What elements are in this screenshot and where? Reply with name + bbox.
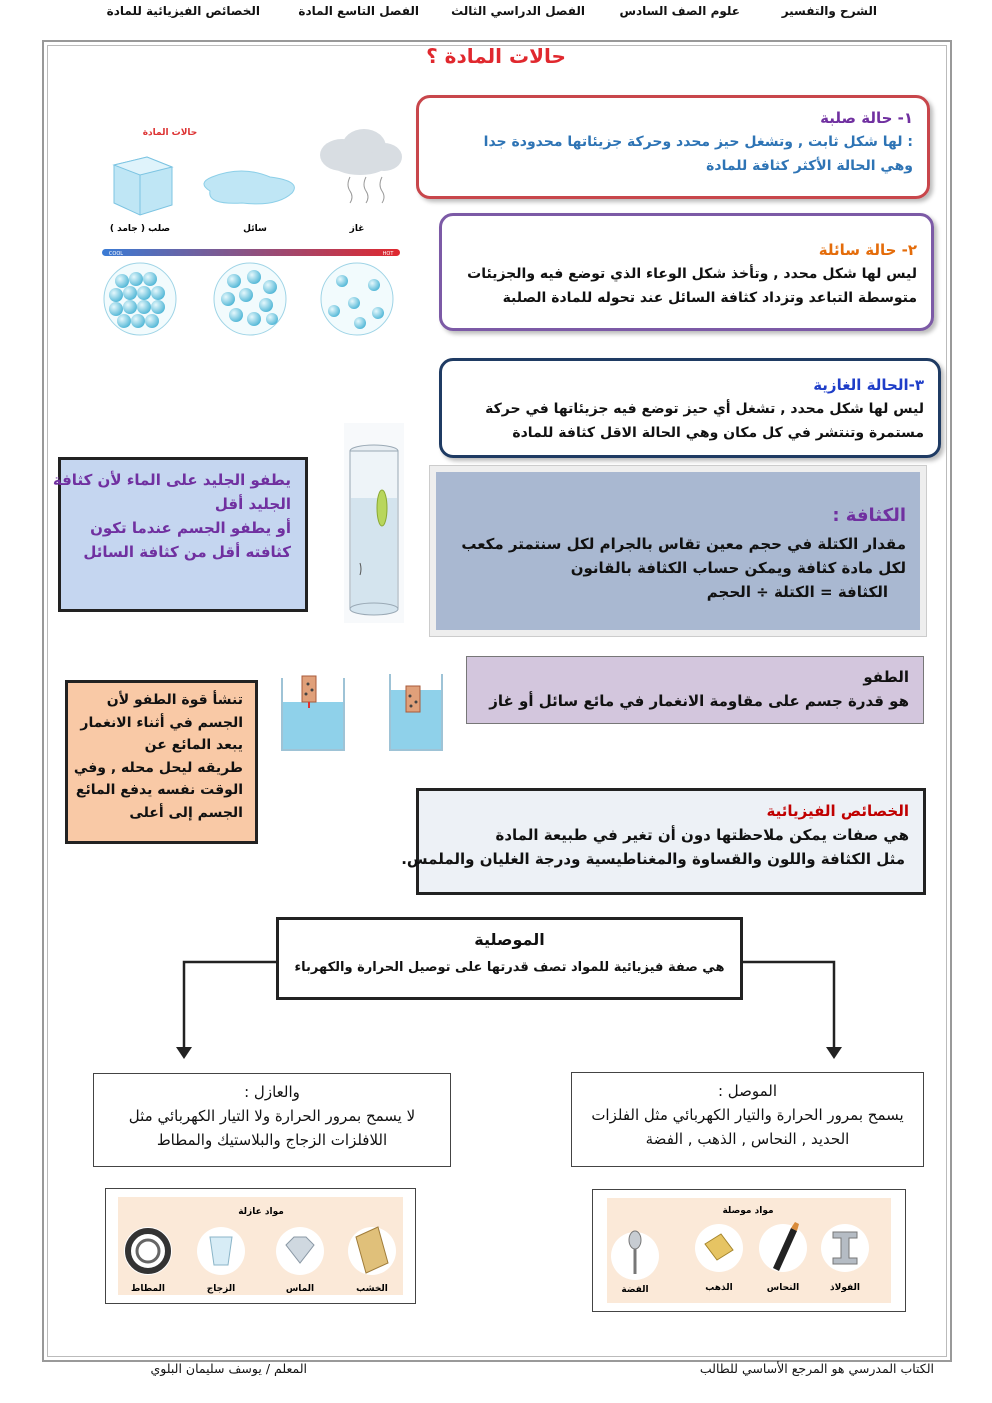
ice-floats-box — [52, 457, 308, 612]
graduated-cylinder-image — [344, 423, 404, 623]
ice-line-4: كثافته أقل من كثافة السائل — [83, 543, 291, 561]
gas-line-1: ليس لها شكل محدد , تشغل أي حيز توضع فيه جزيئاتها في حركة — [485, 401, 924, 417]
liquid-line-2: متوسطة التباعد وتزداد كثافة السائل عند تحوله للمادة الصلبة — [502, 290, 917, 306]
density-formula: الكثافة = الكتلة ÷ الحجم — [706, 583, 888, 601]
buoyant-line-2: الجسم في أثناء الانغمار — [80, 714, 243, 731]
wood-icon — [348, 1227, 396, 1275]
buoyancy-box — [466, 656, 924, 724]
conductive-item-3: الذهب — [705, 1283, 733, 1293]
buoyancy-heading: الطفو — [863, 668, 909, 686]
gas-particles-icon — [321, 263, 393, 335]
insulating-item-4: المطاط — [131, 1284, 165, 1294]
label-liquid: سائل — [243, 224, 267, 234]
conductor-line-2: الحديد , النحاس , الذهب , الفضة — [645, 1130, 850, 1148]
liquid-particles-icon — [214, 263, 286, 335]
rubber-icon — [124, 1227, 172, 1275]
physical-heading: الخصائص الفيزيائية — [766, 802, 909, 820]
header-subject: الشرح والتفسير — [781, 4, 877, 18]
density-box — [430, 466, 926, 636]
ice-line-1: يطفو الجليد على الماء لأن كثافة — [52, 471, 291, 489]
buoyant-line-1: تنشأ قوة الطفو لأن — [106, 692, 243, 708]
insulator-line-1: لا يسمح بمرور الحرارة ولا التيار الكهربائي مثل — [128, 1107, 416, 1125]
states-of-matter-image — [92, 115, 412, 350]
conductive-materials-image — [592, 1189, 906, 1312]
label-gas: غاز — [349, 224, 365, 234]
insulating-title: مواد عازلة — [238, 1207, 284, 1217]
insulator-heading: والعازل : — [244, 1083, 300, 1101]
states-image-title: حالات المادة — [142, 128, 198, 138]
gold-icon — [695, 1224, 743, 1272]
insulating-materials-image — [105, 1188, 416, 1304]
solid-particles-icon — [104, 263, 176, 335]
conductive-item-2: النحاس — [766, 1283, 800, 1293]
copper-icon — [759, 1222, 807, 1272]
steel-icon — [821, 1224, 869, 1272]
ice-cube-icon — [114, 157, 172, 215]
footer-teacher: المعلم / يوسف سليمان البلوي — [150, 1361, 307, 1376]
solid-heading: ١- حالة صلبة — [820, 109, 913, 127]
ice-line-2: الجليد أقل — [214, 495, 291, 513]
beaker-left-icon — [282, 676, 344, 750]
buoyant-line-6: الجسم إلى أعلى — [129, 804, 243, 821]
solid-line-1: : لها شكل ثابت , وتشغل حيز محدد وحركة جزيئاتها محدودة جدا — [483, 134, 913, 150]
buoyant-force-box — [65, 680, 258, 844]
physical-properties-box — [401, 788, 926, 895]
bar-hot-label: HOT — [382, 251, 394, 257]
glass-icon — [197, 1227, 245, 1275]
solid-line-2: وهي الحالة الأكثر كثافة للمادة — [706, 158, 913, 174]
temperature-bar — [102, 249, 400, 256]
conductive-title: مواد موصلة — [722, 1206, 774, 1216]
buoyant-line-4: طريقه ليحل محله , وفي — [73, 759, 243, 776]
buoyancy-text: هو قدرة جسم على مقاومة الانغمار في مائع سائل أو غاز — [489, 692, 909, 710]
cloud-icon — [320, 129, 402, 203]
density-line-2: لكل مادة كثافة ويمكن حساب الكثافة بالقانون — [570, 559, 906, 577]
buoyant-line-5: الوقت نفسه يدفع المائع — [75, 782, 243, 798]
header-grade: علوم الصف السادس — [619, 4, 740, 18]
branch-arrows — [170, 955, 850, 1063]
beaker-right-icon — [390, 674, 442, 750]
density-heading: الكثافة : — [832, 505, 906, 526]
footer-reference: الكتاب المدرسي هو المرجع الأساسي للطالب — [699, 1361, 934, 1376]
header-chapter: الفصل التاسع المادة — [298, 4, 419, 18]
buoyancy-beakers-image — [278, 664, 448, 759]
header-lesson: الخصائص الفيزيائية للمادة — [106, 4, 260, 18]
physical-line-1: هي صفات يمكن ملاحظتها دون أن تغير في طبيعة المادة — [495, 826, 909, 844]
density-line-1: مقدار الكتلة في حجم معين تقاس بالجرام لكل سنتمتر مكعب — [461, 535, 906, 553]
bar-cool-label: COOL — [108, 251, 124, 257]
insulating-item-2: الماس — [285, 1284, 315, 1294]
conductor-line-1: يسمح بمرور الحرارة والتيار الكهربائي مثل الفلزات — [591, 1106, 904, 1124]
insulating-item-1: الخشب — [356, 1284, 388, 1294]
conductive-item-1: الفولاذ — [830, 1283, 860, 1293]
diamond-icon — [276, 1227, 324, 1275]
conductivity-heading: الموصلية — [474, 930, 545, 949]
conductive-item-4: الفضة — [621, 1285, 649, 1295]
liquid-line-1: ليس لها شكل محدد , وتأخذ شكل الوعاء الذي توضع فيه والجزيئات — [467, 266, 917, 282]
solid-state-box — [416, 95, 930, 199]
conductivity-text: هي صفة فيزيائية للمواد تصف قدرتها على توصيل الحرارة والكهرباء — [294, 960, 725, 975]
buoyant-line-3: يبعد المائع عن — [144, 737, 243, 753]
conductor-heading: الموصل : — [717, 1082, 778, 1100]
conductor-box — [571, 1072, 924, 1167]
gas-line-2: مستمرة وتنتشر في كل مكان وهي الحالة الاقل كثافة للمادة — [512, 425, 924, 441]
silver-icon — [611, 1231, 659, 1280]
label-solid: صلب ( جامد ) — [109, 224, 171, 234]
arrow-left-icon — [176, 1047, 192, 1059]
insulator-line-2: اللافلزات الزجاج والبلاستيك والمطاط — [156, 1131, 388, 1149]
page-title: حالات المادة ؟ — [426, 44, 566, 68]
liquid-state-box — [439, 213, 934, 331]
gas-state-box — [439, 358, 941, 458]
gas-heading: ٣-الحالة الغازية — [813, 376, 924, 394]
insulating-item-3: الزجاج — [206, 1284, 236, 1294]
arrow-right-icon — [826, 1047, 842, 1059]
header-semester: الفصل الدراسي الثالث — [451, 4, 585, 18]
insulator-box — [93, 1073, 451, 1167]
water-puddle-icon — [204, 171, 294, 204]
physical-line-2: مثل الكثافة واللون والقساوة والمغناطيسية ودرجة الغليان والملمس. — [401, 850, 905, 868]
liquid-heading: ٢- حالة سائلة — [818, 241, 917, 259]
ice-line-3: أو يطفو الجسم عندما تكون — [90, 519, 291, 537]
